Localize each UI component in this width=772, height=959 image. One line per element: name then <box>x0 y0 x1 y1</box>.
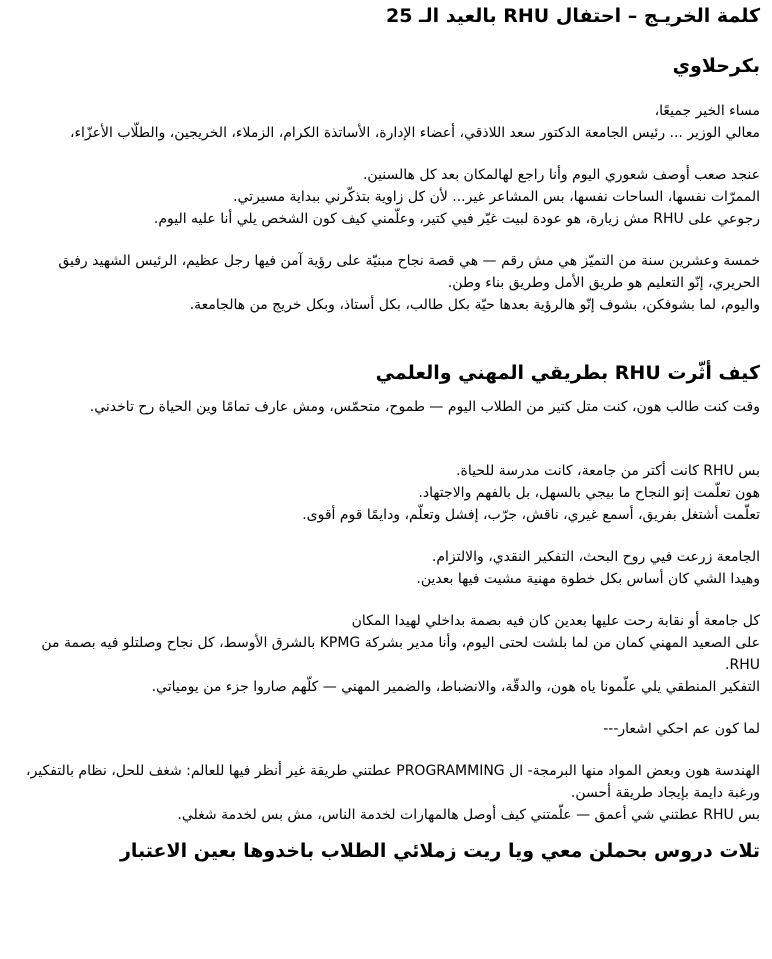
intro-line: الممرّات نفسها، الساحات نفسها، بس المشاعر غير... لأن كل زاوية بتذكّرني ببداية مسيرتي. <box>233 189 760 205</box>
research-line: وهيدا الشي كان أساس بكل خطوة مهنية مشيت فيها بعدين. <box>416 571 760 587</box>
student-paragraph <box>10 396 760 418</box>
school-paragraph <box>10 460 760 526</box>
engineering-paragraph <box>10 760 760 826</box>
document-page <box>0 2 772 866</box>
intro-paragraph <box>10 164 760 230</box>
engineering-line: بس RHU عطتني شي أعمق — علّمتني كيف أوصل هالمهارات لخدمة الناس، مش بس لخدمة شغلي. <box>177 807 760 823</box>
greeting-line: معالي الوزير ... رئيس الجامعة الدكتور سعد اللاذقي، أعضاء الإدارة، الأساتذة الكرام، الزملاء، الخريجين، والطلّاب الأعزّاء، <box>69 125 760 141</box>
career-paragraph <box>10 610 760 698</box>
school-line: تعلّمت أشتغل بفريق، أسمع غيري، ناقش، جرّب، إفشل وتعلّم، ودايمًا قوم أقوى. <box>302 507 760 523</box>
anniversary-line: واليوم، لما بشوفكن، بشوف إنّو هالرؤية بعدها حيّة بكل طالب، بكل أستاذ، وبكل خريج من هالجامعة. <box>189 297 760 313</box>
career-line: كل جامعة أو نقابة رحت عليها بعدين كان فيه بصمة بداخلي لهيدا المكان <box>351 613 760 629</box>
school-line: هون تعلّمت إنو النجاح ما بيجي بالسهل، بل بالفهم والاجتهاد. <box>418 485 760 501</box>
author-name: بكرحلاوي <box>672 55 760 77</box>
career-line: التفكير المنطقي يلي علّمونا ياه هون، والدقّة، والانضباط، والضمير المهني — كلّهم صاروا جزء من يومياتي. <box>151 679 760 695</box>
intro-line: عنجد صعب أوصف شعوري اليوم وأنا راجع لهالمكان بعد كل هالسنين. <box>362 167 760 183</box>
student-line: وقت كنت طالب هون، كنت متل كتير من الطلاب اليوم — طموح، متحمّس، ومش عارف تمامًا وين الحياة رح تاخدني. <box>89 399 760 415</box>
school-line: بس RHU كانت أكتر من جامعة، كانت مدرسة للحياة. <box>456 463 760 479</box>
section-heading-lessons: تلات دروس بحملن معي ويا ريت زملائي الطلاب باخدوها بعين الاعتبار <box>119 840 760 862</box>
engineering-line: الهندسة هون وبعض المواد منها البرمجة- ال PROGRAMMING عطتني طريقة غير أنظر فيها للعالم: شغف للحل، نظام بالتفكير، ورغبة دايمة بإيجاد طريقة أحسن. <box>26 763 760 801</box>
poetry-line: لما كون عم احكي اشعار--- <box>603 721 760 737</box>
greeting-line: مساء الخير جميعًا، <box>654 103 760 119</box>
greeting-paragraph <box>10 100 760 144</box>
research-paragraph <box>10 546 760 590</box>
research-line: الجامعة زرعت فيي روح البحث، التفكير النقدي، والالتزام. <box>431 549 760 565</box>
section-heading-career: كيف أثّرت RHU بطريقي المهني والعلمي <box>375 362 760 384</box>
career-line: على الصعيد المهني كمان من لما بلشت لحتى اليوم، وأنا مدير بشركة KPMG بالشرق الأوسط، كل نجاح وصلتلو فيه بصمة من RHU. <box>41 635 760 673</box>
anniversary-paragraph <box>10 250 760 316</box>
intro-line: رجوعي على RHU مش زيارة، هو عودة لبيت غيّر فيي كتير، وعلّمني كيف كون الشخص يلي أنا عليه اليوم. <box>153 211 760 227</box>
poetry-paragraph <box>10 718 760 740</box>
document-title: كلمة الخريـج – احتفال RHU بالعيد الـ 25 <box>385 5 760 27</box>
anniversary-line: خمسة وعشرين سنة من التميّز هي مش رقم — هي قصة نجاح مبنيّة على رؤية آمن فيها رجل عظيم، الرئيس الشهيد رفيق الحريري، إنّو التعليم هو طريق الأمل وطريق بناء وطن. <box>58 253 760 291</box>
